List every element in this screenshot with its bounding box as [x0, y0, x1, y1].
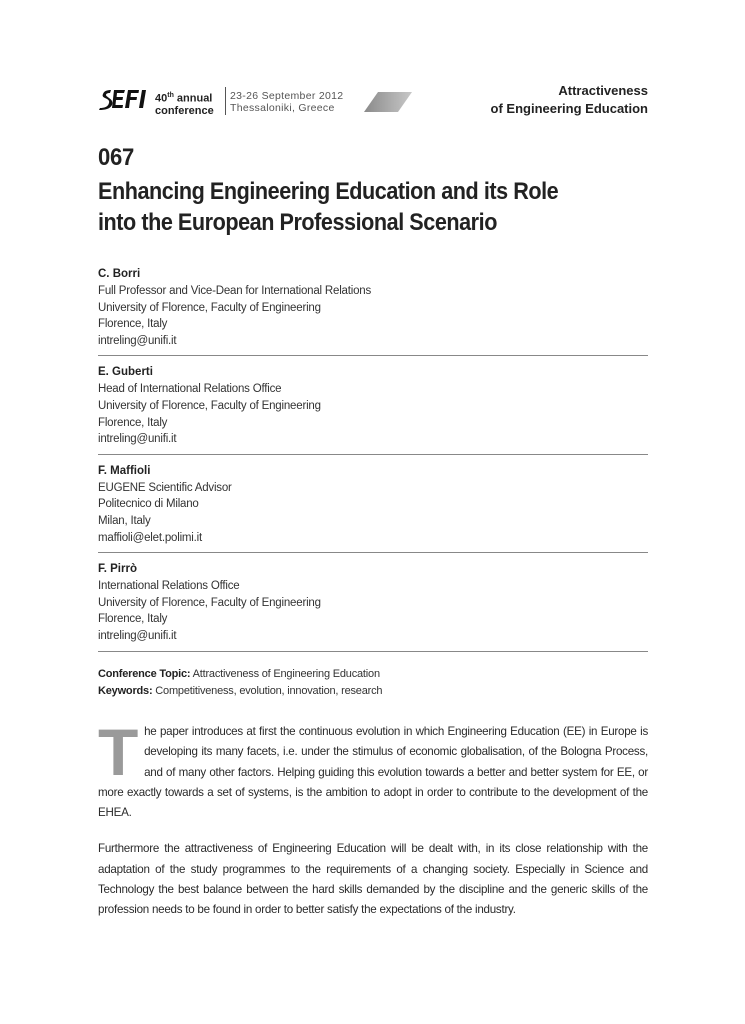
author-block: [98, 463, 648, 553]
author-list: [98, 266, 648, 660]
paper-title: Enhancing Engineering Education and its Role into the European Professional Scenario: [98, 178, 559, 236]
author-block: [98, 266, 648, 356]
author-affiliation: International Relations Office: [98, 580, 240, 593]
author-name: C. Borri: [98, 268, 141, 280]
paper-number: 067: [98, 144, 135, 171]
abstract-body: [98, 715, 648, 921]
conference-date-place: 23-26 September 2012 Thessaloniki, Greece: [230, 90, 344, 114]
author-email[interactable]: intreling@unifi.it: [98, 433, 177, 446]
conference-theme: Attractiveness of Engineering Education: [490, 83, 648, 116]
author-affiliation: EUGENE Scientific Advisor: [98, 481, 232, 494]
conference-topic: Conference Topic: Attractiveness of Engineering Education: [98, 668, 380, 680]
drop-cap: T: [98, 715, 139, 789]
author-location: Milan, Italy: [98, 514, 151, 527]
author-email[interactable]: intreling@unifi.it: [98, 629, 177, 642]
author-email[interactable]: maffioli@elet.polimi.it: [98, 531, 203, 544]
author-name: F. Pirrò: [98, 563, 137, 576]
abstract-paragraph: Furthermore the attractiveness of Engineering Education will be dealt with, in its close relationship with the adaptation of the study programmes to the requirements of a changing society. Especially in Science and Technology the best balance between the hard skills demanded by the discipline and the generic skills of the profession needs to be found in order to better satisfy the expectations of the industry.: [98, 842, 648, 917]
decorative-stripe-graphic: [364, 92, 412, 112]
header-divider: [225, 87, 226, 115]
author-affiliation: Head of International Relations Office: [98, 383, 282, 396]
author-location: Florence, Italy: [98, 318, 168, 331]
author-affiliation: Full Professor and Vice-Dean for International Relations: [98, 285, 372, 297]
author-affiliation: University of Florence, Faculty of Engineering: [98, 399, 321, 412]
keywords: Keywords: Competitiveness, evolution, innovation, research: [98, 684, 383, 697]
author-email[interactable]: intreling@unifi.it: [98, 334, 177, 347]
conference-header: [98, 80, 648, 120]
author-location: Florence, Italy: [98, 416, 168, 429]
abstract-paragraph: The paper introduces at first the continuous evolution in which Engineering Education (EE) in Europe is developing its many facets, i.e. under the stimulus of economic globalisation, of the Bologna Process, and of many other factors. Helping guiding this evolution towards a better and better system for EE, or more exactly towards a set of systems, is the ambition to adopt in order to contribute to the development of the EHEA.: [98, 715, 648, 820]
author-block: [98, 561, 648, 651]
author-location: Florence, Italy: [98, 613, 168, 626]
author-block: [98, 364, 648, 454]
author-affiliation: University of Florence, Faculty of Engineering: [98, 596, 321, 609]
sefi-logo: [98, 88, 150, 110]
author-affiliation: University of Florence, Faculty of Engineering: [98, 301, 321, 314]
topic-keywords: [98, 666, 648, 699]
author-name: E. Guberti: [98, 366, 153, 379]
author-affiliation: Politecnico di Milano: [98, 498, 199, 511]
conference-edition: 40th annual conference: [155, 92, 214, 117]
author-name: F. Maffioli: [98, 464, 151, 477]
